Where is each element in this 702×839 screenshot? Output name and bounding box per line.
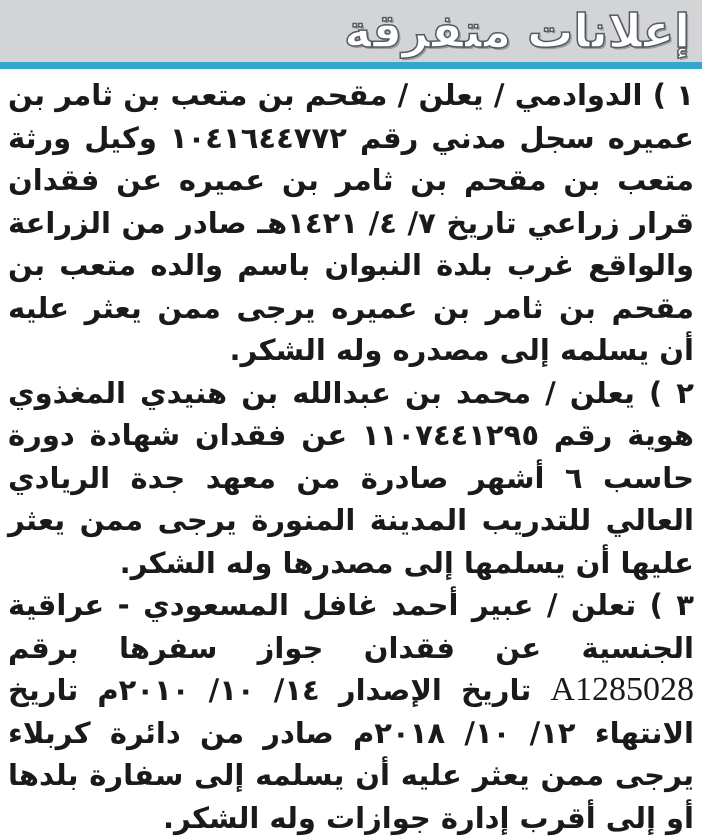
ad-number: ١ ) bbox=[652, 78, 694, 112]
passport-number: A1285028 bbox=[550, 671, 694, 708]
classified-ad-1 bbox=[8, 74, 694, 372]
ad-number: ٣ ) bbox=[649, 588, 694, 622]
classified-ads-list bbox=[8, 74, 694, 839]
ad-text: الدوادمي / يعلن / مقحم بن متعب بن ثامر بن عميره سجل مدني رقم ١٠٤١٦٤٤٧٧٢ وكيل ورثة متعب بن مقحم بن ثامر بن عميره عن فقدان قرار زراعي تاريخ ٧/ ٤/ ١٤٢١هـ صادر من الزراعة والواقع غرب بلدة النبوان باسم والده متعب بن مقحم بن ثامر بن عميره يرجى ممن يعثر عليه أن يسلمه إلى مصدره وله الشكر. bbox=[8, 78, 694, 367]
ad-text: يعلن / محمد بن عبدالله بن هنيدي المغذوي هوية رقم ١١٠٧٤٤١٢٩٥ عن فقدان شهادة دورة حاسب ٦ أشهر صادرة من معهد جدة الريادي العالي للتدريب المدينة المنورة يرجى ممن يعثر عليها أن يسلمها إلى مصدرها وله الشكر. bbox=[8, 375, 695, 580]
header-accent-bar bbox=[0, 62, 702, 69]
ad-text: تاريخ الإصدار ١٤/ ١٠/ ٢٠١٠م تاريخ الانتهاء ١٢/ ١٠/ ٢٠١٨م صادر من دائرة كربلاء يرجى ممن يعثر عليه أن يسلمه إلى سفارة بلدها أو إلى أقرب إدارة جوازات وله الشكر. bbox=[8, 673, 694, 835]
section-header bbox=[0, 0, 702, 62]
ad-number: ٢ ) bbox=[648, 375, 694, 410]
classified-ad-2 bbox=[8, 372, 694, 585]
ad-text: تعلن / عبير أحمد غافل المسعودي - عراقية الجنسية عن فقدان جواز سفرها برقم bbox=[8, 588, 694, 665]
classified-ad-3 bbox=[8, 584, 694, 839]
section-title: إعلانات متفرقة bbox=[344, 4, 690, 58]
